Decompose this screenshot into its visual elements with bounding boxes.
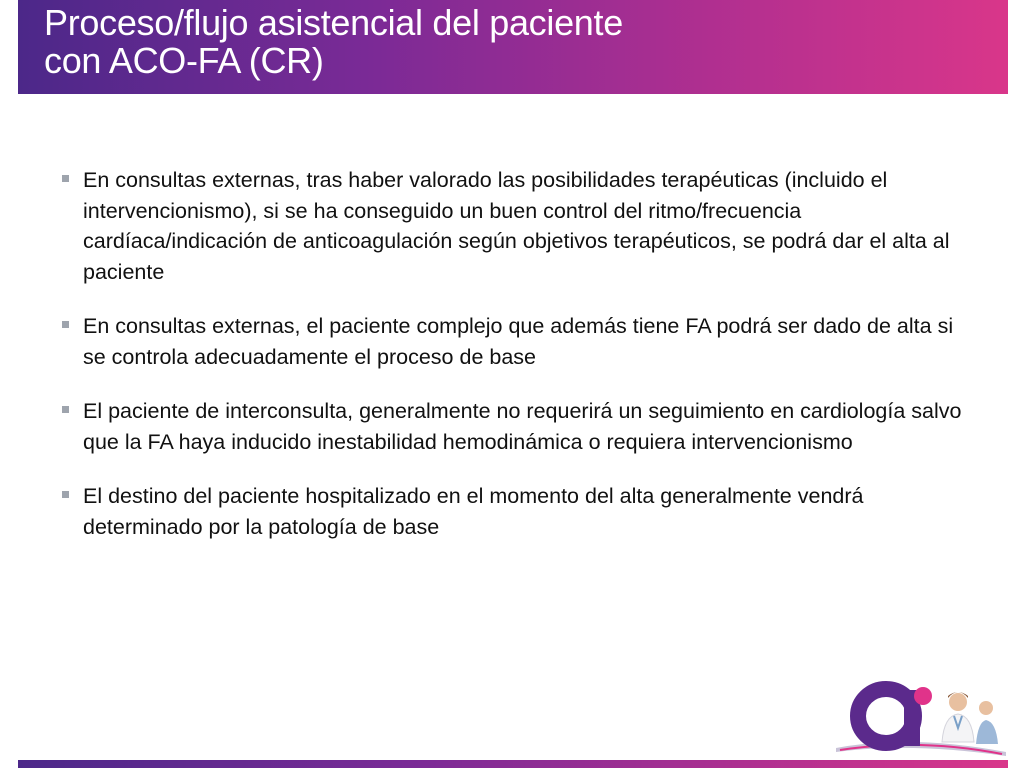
bullet-text: En consultas externas, el paciente complejo que además tiene FA podrá ser dado de alta si se controla adecuadamente el proceso de base	[83, 314, 954, 369]
brand-logo-graphic	[830, 672, 1012, 758]
bullet-square-icon	[62, 491, 69, 498]
bullet-item	[60, 311, 980, 372]
bullet-text: El destino del paciente hospitalizado en el momento del alta generalmente vendrá determinado por la patología de base	[83, 484, 864, 539]
brand-logo	[830, 672, 1012, 758]
bullet-square-icon	[62, 321, 69, 328]
bullet-text: El paciente de interconsulta, generalmente no requerirá un seguimiento en cardiología salvo que la FA haya inducido inestabilidad hemodinámica o requiera intervencionismo	[83, 399, 962, 454]
bullet-item	[60, 396, 980, 457]
bullet-item	[60, 481, 980, 542]
bottom-bar	[18, 760, 1008, 768]
bullet-text: En consultas externas, tras haber valorado las posibilidades terapéuticas (incluido el intervencionismo), si se ha conseguido un buen control del ritmo/frecuencia cardíaca/indicación de anticoagulación según objetivos terapéuticos, se podrá dar el alta al paciente	[83, 168, 950, 284]
slide-title-line-1: Proceso/flujo asistencial del paciente	[44, 2, 623, 43]
bullet-item	[60, 165, 980, 287]
bullet-square-icon	[62, 406, 69, 413]
bullet-list	[60, 165, 980, 566]
bullet-square-icon	[62, 175, 69, 182]
slide-title	[44, 4, 623, 80]
slide-title-line-2: con ACO-FA (CR)	[44, 40, 324, 81]
